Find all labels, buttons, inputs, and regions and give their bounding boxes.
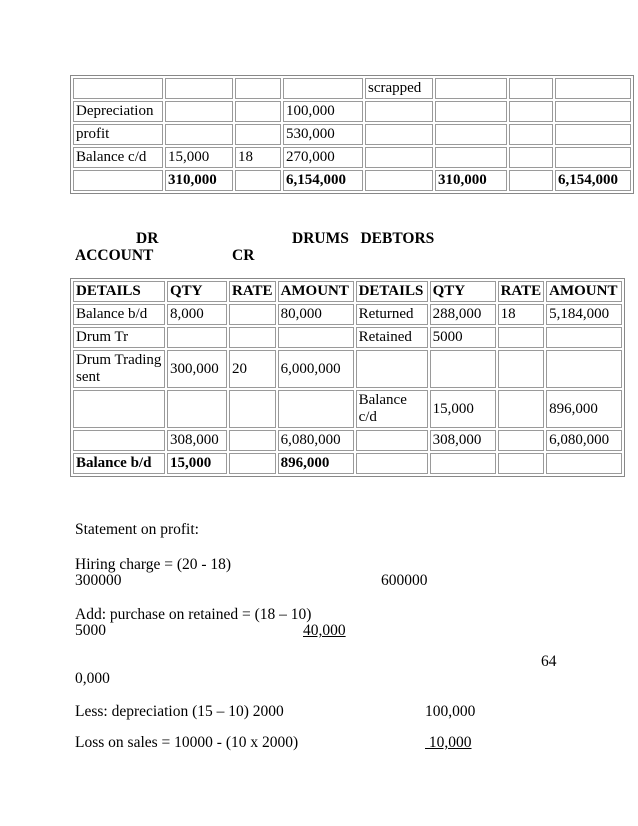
hiring-charge-line: Hiring charge = (20 - 18)	[75, 556, 232, 573]
statement-title: Statement on profit:	[75, 521, 199, 538]
table-cell: 20	[229, 350, 276, 388]
table-cell	[278, 390, 354, 428]
column-header: DETAILS	[73, 281, 165, 302]
page-number: 64	[541, 653, 557, 670]
table-cell	[229, 430, 276, 451]
table-cell	[509, 147, 553, 168]
table-cell: 15,000	[430, 390, 496, 428]
table-cell	[165, 101, 233, 122]
table-cell: 5,184,000	[546, 304, 622, 325]
depreciation-amount: 100,000	[425, 703, 476, 720]
table-row	[73, 78, 631, 99]
column-header: RATE	[498, 281, 545, 302]
table-cell	[229, 453, 276, 474]
table-cell	[365, 101, 433, 122]
table-cell	[509, 78, 553, 99]
table-cell: Balance b/d	[73, 304, 165, 325]
table-cell: 5000	[430, 327, 496, 348]
table-cell: 100,000	[283, 101, 363, 122]
hiring-charge-qty: 300000	[75, 572, 122, 589]
drums-debtors-table	[70, 278, 625, 477]
table-cell: Depreciation	[73, 101, 163, 122]
table-cell: 530,000	[283, 124, 363, 145]
table-cell	[509, 124, 553, 145]
table-cell	[165, 78, 233, 99]
table-cell	[546, 350, 622, 388]
table-row	[73, 453, 622, 474]
table-cell	[73, 430, 165, 451]
table-cell	[73, 78, 163, 99]
table-cell: 15,000	[167, 453, 227, 474]
table-cell: 8,000	[167, 304, 227, 325]
purchase-retained-amount: 40,000	[303, 622, 346, 639]
table-cell: Returned	[356, 304, 428, 325]
column-header: QTY	[430, 281, 496, 302]
depreciation-line: Less: depreciation (15 – 10) 2000	[75, 703, 284, 720]
table-cell	[365, 124, 433, 145]
dr-label: DR	[136, 230, 159, 247]
purchase-retained-line: Add: purchase on retained = (18 – 10)	[75, 606, 312, 623]
table-row	[73, 390, 622, 428]
hiring-charge-amount: 600000	[381, 572, 428, 589]
table-cell: Drum Trading sent	[73, 350, 165, 388]
totals-row	[73, 170, 631, 191]
table-cell	[435, 124, 507, 145]
loss-on-sales-amount: 10,000	[425, 734, 472, 751]
table-row	[73, 124, 631, 145]
table-cell	[430, 350, 496, 388]
table-cell	[73, 390, 165, 428]
column-header: RATE	[229, 281, 276, 302]
table-row	[73, 101, 631, 122]
account-table-continued	[70, 75, 634, 194]
table-cell: scrapped	[365, 78, 433, 99]
carried-amount: 0,000	[75, 670, 110, 687]
table-cell	[498, 390, 545, 428]
table-cell	[229, 327, 276, 348]
table-cell	[498, 350, 545, 388]
table-cell: 308,000	[167, 430, 227, 451]
table-cell	[555, 147, 631, 168]
table-cell	[555, 78, 631, 99]
table-cell: 80,000	[278, 304, 354, 325]
table-header-row	[73, 281, 622, 302]
table-cell	[546, 327, 622, 348]
purchase-retained-qty: 5000	[75, 622, 106, 639]
table-cell	[235, 124, 281, 145]
column-header: QTY	[167, 281, 227, 302]
table-cell	[229, 304, 276, 325]
table-cell	[235, 101, 281, 122]
table-cell: 18	[235, 147, 281, 168]
table-cell	[73, 170, 163, 191]
table-cell	[229, 390, 276, 428]
table-cell	[430, 453, 496, 474]
table-cell	[365, 170, 433, 191]
table-cell: 896,000	[546, 390, 622, 428]
table-cell	[555, 124, 631, 145]
table-cell	[509, 170, 553, 191]
table-row	[73, 147, 631, 168]
table-cell: 308,000	[430, 430, 496, 451]
table-cell: 896,000	[278, 453, 354, 474]
table-cell: 300,000	[167, 350, 227, 388]
table-cell: Retained	[356, 327, 428, 348]
table-cell	[435, 101, 507, 122]
table-cell	[435, 78, 507, 99]
table-cell	[498, 430, 545, 451]
table-cell: 15,000	[165, 147, 233, 168]
table-row	[73, 304, 622, 325]
table-cell	[167, 390, 227, 428]
table-cell: 6,080,000	[546, 430, 622, 451]
table-cell: 18	[498, 304, 545, 325]
table-cell	[509, 101, 553, 122]
loss-on-sales-line: Loss on sales = 10000 - (10 x 2000)	[75, 734, 299, 751]
table-cell	[555, 101, 631, 122]
table-cell: 6,000,000	[278, 350, 354, 388]
table-cell: Balance b/d	[73, 453, 165, 474]
table-cell: 310,000	[435, 170, 507, 191]
column-header: AMOUNT	[546, 281, 622, 302]
table-cell: 288,000	[430, 304, 496, 325]
table-cell	[278, 327, 354, 348]
table-cell: Balance c/d	[356, 390, 428, 428]
table-cell	[356, 350, 428, 388]
table-cell: 6,080,000	[278, 430, 354, 451]
table-cell	[235, 170, 281, 191]
account-title: DRUMS DEBTORS	[292, 230, 435, 247]
table-cell	[498, 453, 545, 474]
table-cell: profit	[73, 124, 163, 145]
table-cell	[435, 147, 507, 168]
table-cell: Balance c/d	[73, 147, 163, 168]
table-cell: 6,154,000	[555, 170, 631, 191]
table-cell	[365, 147, 433, 168]
table-cell	[546, 453, 622, 474]
table-cell	[165, 124, 233, 145]
account-label: ACCOUNT	[75, 247, 154, 264]
table-cell	[283, 78, 363, 99]
cr-label: CR	[232, 247, 255, 264]
table-cell: 6,154,000	[283, 170, 363, 191]
totals-row	[73, 430, 622, 451]
table-cell	[498, 327, 545, 348]
table-row	[73, 350, 622, 388]
table-cell	[356, 430, 428, 451]
column-header: AMOUNT	[278, 281, 354, 302]
table-cell: 310,000	[165, 170, 233, 191]
table-cell	[356, 453, 428, 474]
table-cell	[167, 327, 227, 348]
column-header: DETAILS	[356, 281, 428, 302]
table-row	[73, 327, 622, 348]
table-cell	[235, 78, 281, 99]
table-cell: 270,000	[283, 147, 363, 168]
table-cell: Drum Tr	[73, 327, 165, 348]
